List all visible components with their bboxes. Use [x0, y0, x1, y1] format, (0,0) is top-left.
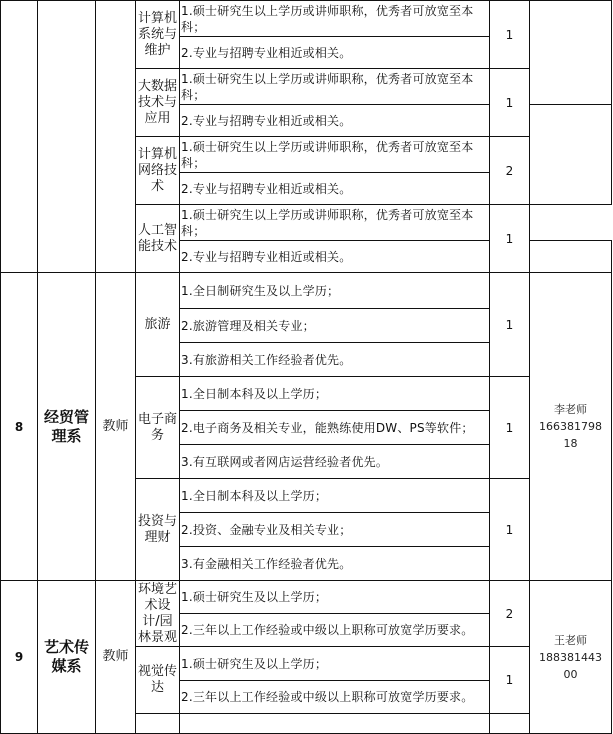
headcount: 1 [490, 647, 530, 714]
headcount: 1 [490, 479, 530, 581]
requirement-text: 2.投资、金融专业及相关专业； [180, 513, 490, 547]
contact-cell-blank [530, 105, 612, 205]
contact-info [530, 581, 612, 734]
major-name: 大数据技术与应用 [136, 69, 180, 137]
headcount: 1 [490, 1, 530, 69]
requirement-text: 3.有金融相关工作经验者优先。 [180, 547, 490, 581]
requirement-text: 1.硕士研究生及以上学历； [180, 647, 490, 681]
row-number: 8 [1, 273, 38, 581]
requirement-text: 2.旅游管理及相关专业； [180, 309, 490, 343]
requirement-text: 1.硕士研究生以上学历或讲师职称，优秀者可放宽至本科； [180, 1, 490, 37]
major-name: 视觉传达 [136, 647, 180, 714]
requirement-text: 2.三年以上工作经验或中级以上职称可放宽学历要求。 [180, 681, 490, 714]
contact-cell-continued [530, 1, 612, 105]
requirement-text: 2.三年以上工作经验或中级以上职称可放宽学历要求。 [180, 614, 490, 647]
row-number: 9 [1, 581, 38, 734]
requirement-text: 1.全日制研究生及以上学历； [180, 273, 490, 309]
post-cell-continued [96, 1, 136, 273]
headcount: 2 [490, 581, 530, 647]
requirement-text: 1.硕士研究生以上学历或讲师职称，优秀者可放宽至本科； [180, 205, 490, 241]
requirement-text: 2.电子商务及相关专业，能熟练使用DW、PS等软件； [180, 411, 490, 445]
headcount: 1 [490, 205, 530, 273]
requirement-text: 3.有互联网或者网店运营经验者优先。 [180, 445, 490, 479]
requirement-text: 1.硕士研究生以上学历或讲师职称，优秀者可放宽至本科； [180, 69, 490, 105]
requirement-text: 1.全日制本科及以上学历； [180, 377, 490, 411]
department-name: 艺术传媒系 [38, 581, 96, 734]
major-name: 计算机网络技术 [136, 137, 180, 205]
headcount: 1 [490, 69, 530, 137]
major-name: 计算机系统与维护 [136, 1, 180, 69]
requirement-text: 2.专业与招聘专业相近或相关。 [180, 241, 490, 273]
num-cell-continued [1, 1, 38, 273]
contact-cell-blank [530, 241, 612, 273]
post-name: 教师 [96, 273, 136, 581]
department-name: 经贸管理系 [38, 273, 96, 581]
major-name: 投资与理财 [136, 479, 180, 581]
major-name: 环境艺术设计/园林景观 [136, 581, 180, 647]
requirement-text: 2.专业与招聘专业相近或相关。 [180, 37, 490, 69]
requirement-text: 2.专业与招聘专业相近或相关。 [180, 173, 490, 205]
major-name: 旅游 [136, 273, 180, 377]
headcount: 2 [490, 137, 530, 205]
contact-text: 李老师 166381798 18 [539, 403, 602, 450]
contact-info [530, 273, 612, 581]
headcount: 1 [490, 273, 530, 377]
requirement-text: 1.硕士研究生及以上学历； [180, 581, 490, 614]
requirement-text: 1.全日制本科及以上学历； [180, 479, 490, 513]
post-name: 教师 [96, 581, 136, 734]
dept-cell-continued [38, 1, 96, 273]
requirement-text: 2.专业与招聘专业相近或相关。 [180, 105, 490, 137]
major-name: 电子商务 [136, 377, 180, 479]
headcount: 1 [490, 377, 530, 479]
requirement-text: 3.有旅游相关工作经验者优先。 [180, 343, 490, 377]
contact-text: 王老师 188381443 00 [539, 633, 602, 681]
major-name: 人工智能技术 [136, 205, 180, 273]
requirement-text: 1.硕士研究生以上学历或讲师职称，优秀者可放宽至本科； [180, 137, 490, 173]
